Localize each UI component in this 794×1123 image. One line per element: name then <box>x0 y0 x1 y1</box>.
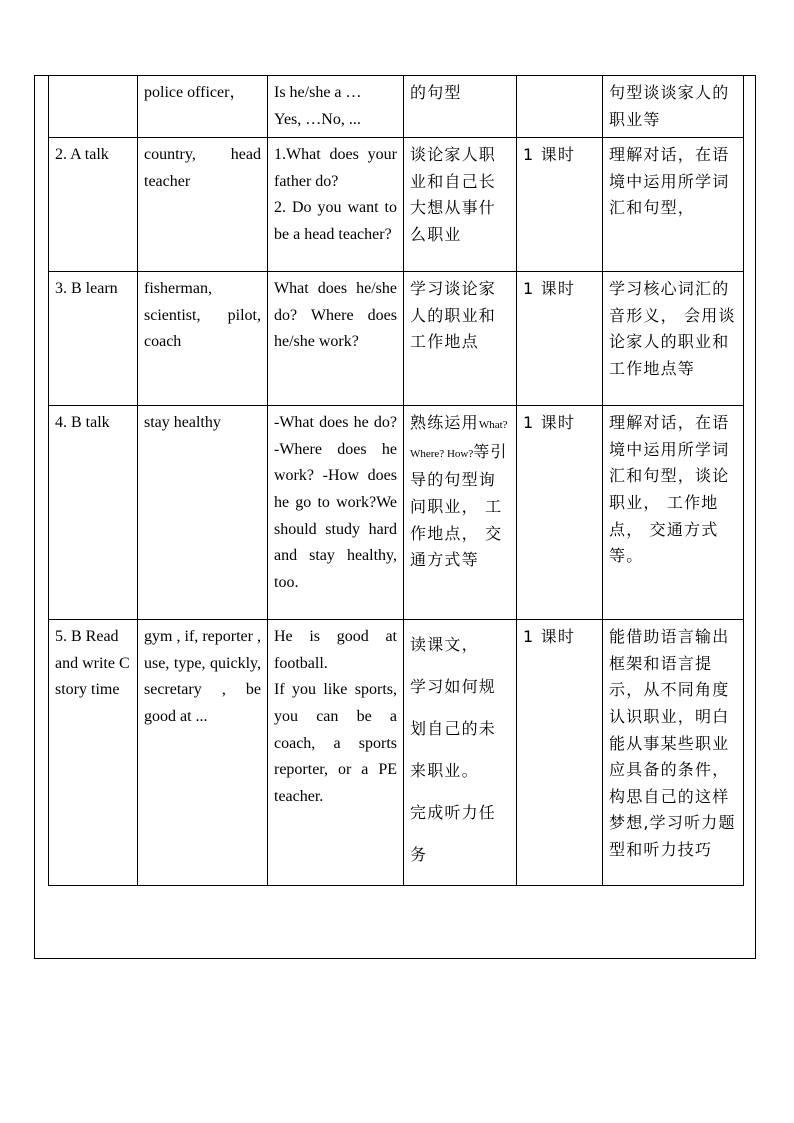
aim-cell: 理解对话，在语境中运用所学词汇和句型，谈论职业， 工作地点， 交通方式等。 <box>603 406 744 620</box>
table-row <box>49 76 744 138</box>
question-words: What? Where? How? <box>410 419 508 460</box>
aim-cell: 学习核心词汇的音形义， 会用谈论家人的职业和工作地点等 <box>603 272 744 406</box>
goal-cell: 学习谈论家人的职业和工作地点 <box>404 272 517 406</box>
sentence-cell <box>268 138 404 272</box>
hours-cell: 1 课时 <box>517 620 603 886</box>
sentence-line: -What does he do?-Where does he work? -How does he go to work?We should study hard and stay healthy, too. <box>274 414 397 591</box>
sentence-line: Is he/she a … <box>274 84 362 101</box>
goal-text: 等引导的句型询问职业， 工作地点， 交通方式等 <box>410 441 508 570</box>
sentence-cell <box>268 76 404 138</box>
sentence-line: Yes, …No, ... <box>274 110 361 128</box>
goal-line: 学习如何规划自己的未来职业。 <box>410 677 497 781</box>
lesson-cell <box>49 76 138 138</box>
aim-cell: 句型谈谈家人的职业等 <box>603 76 744 138</box>
table-row <box>49 272 744 406</box>
table-row <box>49 620 744 886</box>
sentence-line: What does he/she do? Where does he/she work? <box>274 280 397 351</box>
vocab-cell: fisherman, scientist, pilot, coach <box>138 272 268 406</box>
vocab-cell: stay healthy <box>138 406 268 620</box>
hours-cell: 1 课时 <box>517 138 603 272</box>
hours-cell: 1 课时 <box>517 272 603 406</box>
goal-cell: 的句型 <box>404 76 517 138</box>
hours-cell <box>517 76 603 138</box>
goal-cell <box>404 406 517 620</box>
goal-cell <box>404 620 517 886</box>
goal-cell: 谈论家人职业和自己长大想从事什么职业 <box>404 138 517 272</box>
sentence-line: 2. Do you want to be a head teacher? <box>274 199 397 243</box>
lesson-plan-table <box>48 75 744 886</box>
sentence-cell <box>268 406 404 620</box>
hours-cell: 1 课时 <box>517 406 603 620</box>
sentence-line: If you like sports, you can be a coach, a sports reporter, or a PE teacher. <box>274 681 397 805</box>
goal-line: 完成听力任务 <box>410 803 497 865</box>
lesson-cell: 3. B learn <box>49 272 138 406</box>
sentence-line: He is good at football. <box>274 628 397 672</box>
sentence-cell <box>268 272 404 406</box>
table-row <box>49 138 744 272</box>
aim-cell: 理解对话，在语境中运用所学词汇和句型， <box>603 138 744 272</box>
sentence-line: 1.What does your father do? <box>274 146 397 190</box>
goal-line: 读课文， <box>410 635 479 655</box>
vocab-cell: country, head teacher <box>138 138 268 272</box>
lesson-cell: 2. A talk <box>49 138 138 272</box>
aim-cell: 能借助语言输出框架和语言提示，从不同角度认识职业，明白能从事某些职业应具备的条件，构思自己的这样梦想,学习听力题型和听力技巧 <box>603 620 744 886</box>
lesson-cell: 5. B Read and write C story time <box>49 620 138 886</box>
vocab-cell: gym , if, reporter , use, type, quickly, secretary , be good at ... <box>138 620 268 886</box>
lesson-cell: 4. B talk <box>49 406 138 620</box>
goal-text: 熟练运用 <box>410 413 479 433</box>
table-row <box>49 406 744 620</box>
vocab-cell: police officer， <box>138 76 268 138</box>
sentence-cell <box>268 620 404 886</box>
